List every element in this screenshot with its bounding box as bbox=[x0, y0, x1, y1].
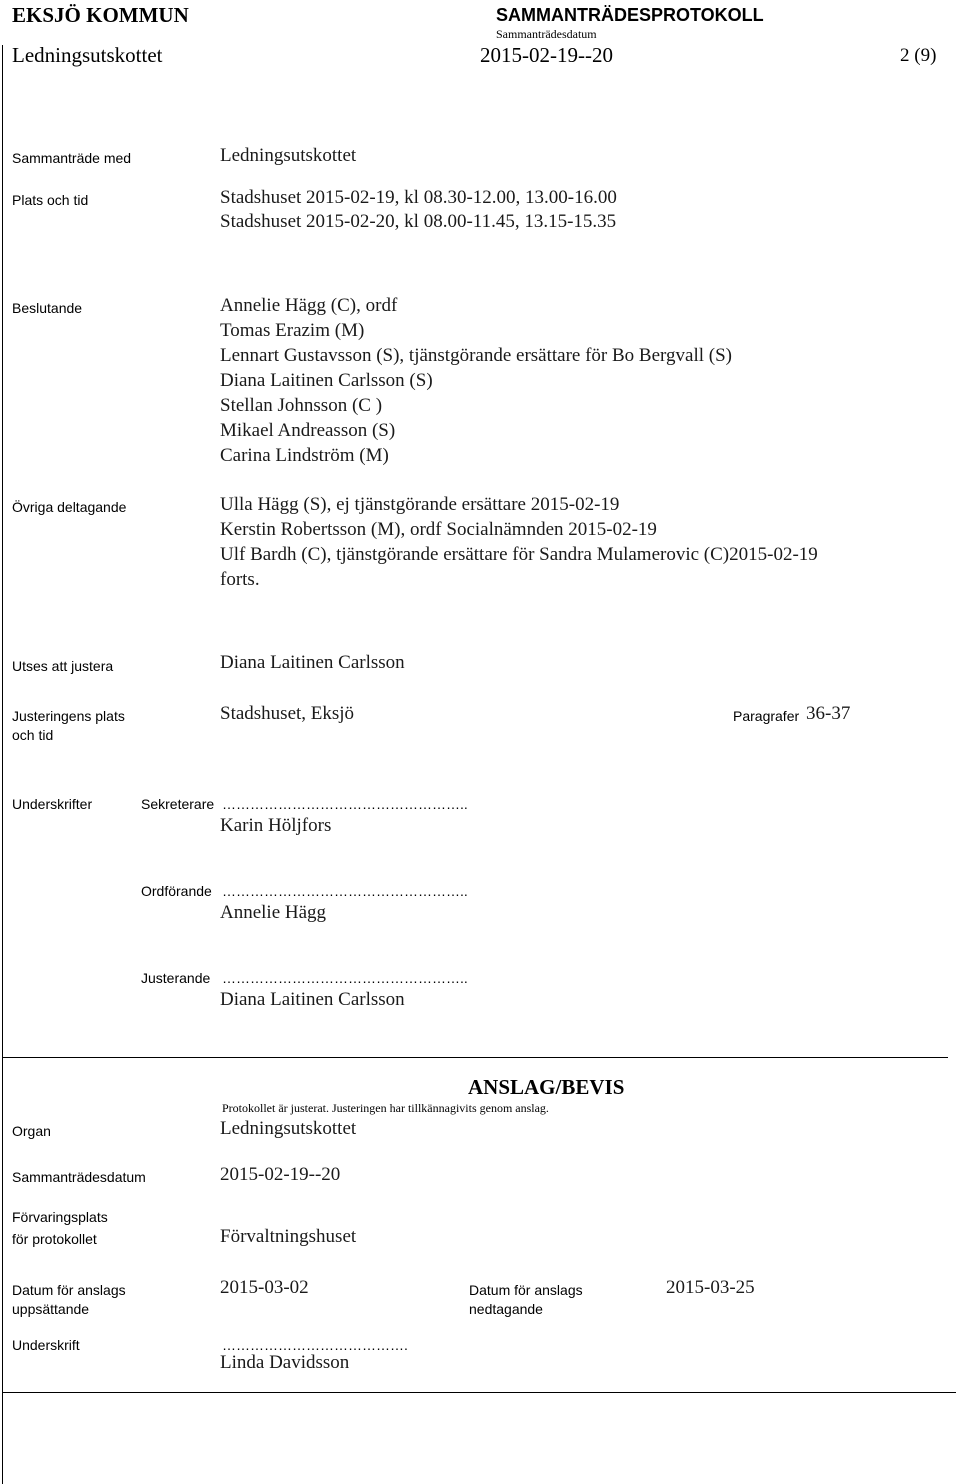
storage-label-1: Förvaringsplats bbox=[12, 1209, 108, 1225]
storage-label-2: för protokollet bbox=[12, 1231, 97, 1247]
removed-date-value: 2015-03-25 bbox=[666, 1277, 755, 1298]
paragraphs-label: Paragrafer bbox=[733, 708, 800, 724]
decision-maker: Lennart Gustavsson (S), tjänstgörande ersättare för Bo Bergvall (S) bbox=[220, 345, 732, 366]
notice-divider bbox=[3, 1057, 948, 1058]
decision-makers-label: Beslutande bbox=[12, 300, 83, 316]
posted-date-label-1: Datum för anslags bbox=[12, 1282, 126, 1298]
posted-date-value: 2015-03-02 bbox=[220, 1277, 309, 1298]
place-time-label: Plats och tid bbox=[12, 192, 89, 208]
decision-maker: Annelie Hägg (C), ordf bbox=[220, 295, 398, 316]
signatures-label: Underskrifter bbox=[12, 796, 93, 812]
meeting-with-label: Sammanträde med bbox=[12, 150, 132, 166]
organ-label: Organ bbox=[12, 1123, 51, 1139]
secretary-signature-line: …………………………………………….. bbox=[222, 796, 468, 812]
header-date-label: Sammanträdesdatum bbox=[496, 27, 597, 41]
place-time-line-1: Stadshuset 2015-02-19, kl 08.30-12.00, 13.00-16.00 bbox=[220, 187, 617, 208]
notice-title: ANSLAG/BEVIS bbox=[468, 1075, 625, 1099]
decision-maker: Diana Laitinen Carlsson (S) bbox=[220, 370, 433, 391]
meeting-date-value: 2015-02-19--20 bbox=[220, 1164, 341, 1185]
footer-line bbox=[3, 1392, 956, 1393]
signatory-name: Linda Davidsson bbox=[220, 1352, 350, 1373]
paragraphs-value: 36-37 bbox=[806, 703, 851, 724]
adjustment-time-label: och tid bbox=[12, 727, 54, 743]
organ-value: Ledningsutskottet bbox=[220, 1118, 357, 1139]
place-time-line-2: Stadshuset 2015-02-20, kl 08.00-11.45, 13.15-15.35 bbox=[220, 211, 617, 232]
adjuster-signature-line: …………………………………………….. bbox=[222, 970, 468, 986]
adjuster-appointed-label: Utses att justera bbox=[12, 658, 114, 674]
adjustment-place-value: Stadshuset, Eksjö bbox=[220, 703, 355, 724]
removed-date-label-2: nedtagande bbox=[469, 1301, 543, 1317]
header-date: 2015-02-19--20 bbox=[480, 43, 613, 67]
chair-label: Ordförande bbox=[141, 883, 212, 899]
municipality-name: EKSJÖ KOMMUN bbox=[12, 3, 189, 27]
storage-value: Förvaltningshuset bbox=[220, 1226, 357, 1247]
chair-name: Annelie Hägg bbox=[220, 902, 327, 923]
decision-maker: Mikael Andreasson (S) bbox=[220, 420, 396, 441]
secretary-name: Karin Höljfors bbox=[220, 815, 332, 836]
chair-signature-line: …………………………………………….. bbox=[222, 883, 468, 899]
decision-maker: Tomas Erazim (M) bbox=[220, 320, 365, 341]
other-participant: Ulf Bardh (C), tjänstgörande ersättare för Sandra Mulamerovic (C)2015-02-19 bbox=[220, 544, 818, 565]
other-participant: Ulla Hägg (S), ej tjänstgörande ersättare 2015-02-19 bbox=[220, 494, 620, 515]
adjuster-appointed-value: Diana Laitinen Carlsson bbox=[220, 652, 405, 673]
adjuster-name: Diana Laitinen Carlsson bbox=[220, 989, 405, 1010]
signature-label: Underskrift bbox=[12, 1337, 80, 1353]
page-number: 2 (9) bbox=[900, 45, 937, 66]
secretary-label: Sekreterare bbox=[141, 796, 215, 812]
meeting-with-value: Ledningsutskottet bbox=[220, 145, 357, 166]
removed-date-label-1: Datum för anslags bbox=[469, 1282, 583, 1298]
other-participants-label: Övriga deltagande bbox=[12, 499, 127, 515]
header-committee: Ledningsutskottet bbox=[12, 43, 163, 67]
meeting-date-label: Sammanträdesdatum bbox=[12, 1169, 146, 1185]
notice-note: Protokollet är justerat. Justeringen har tillkännagivits genom anslag. bbox=[222, 1101, 549, 1115]
continued-note: forts. bbox=[220, 569, 260, 590]
signature-line: …………………………………. bbox=[222, 1337, 408, 1353]
adjustment-place-label: Justeringens plats bbox=[12, 708, 125, 724]
decision-maker: Carina Lindström (M) bbox=[220, 445, 389, 466]
decision-maker: Stellan Johnsson (C ) bbox=[220, 395, 383, 416]
left-border bbox=[2, 45, 3, 1484]
other-participant: Kerstin Robertsson (M), ordf Socialnämnden 2015-02-19 bbox=[220, 519, 657, 540]
posted-date-label-2: uppsättande bbox=[12, 1301, 90, 1317]
document-type: SAMMANTRÄDESPROTOKOLL bbox=[496, 5, 764, 25]
adjuster-label: Justerande bbox=[141, 970, 211, 986]
